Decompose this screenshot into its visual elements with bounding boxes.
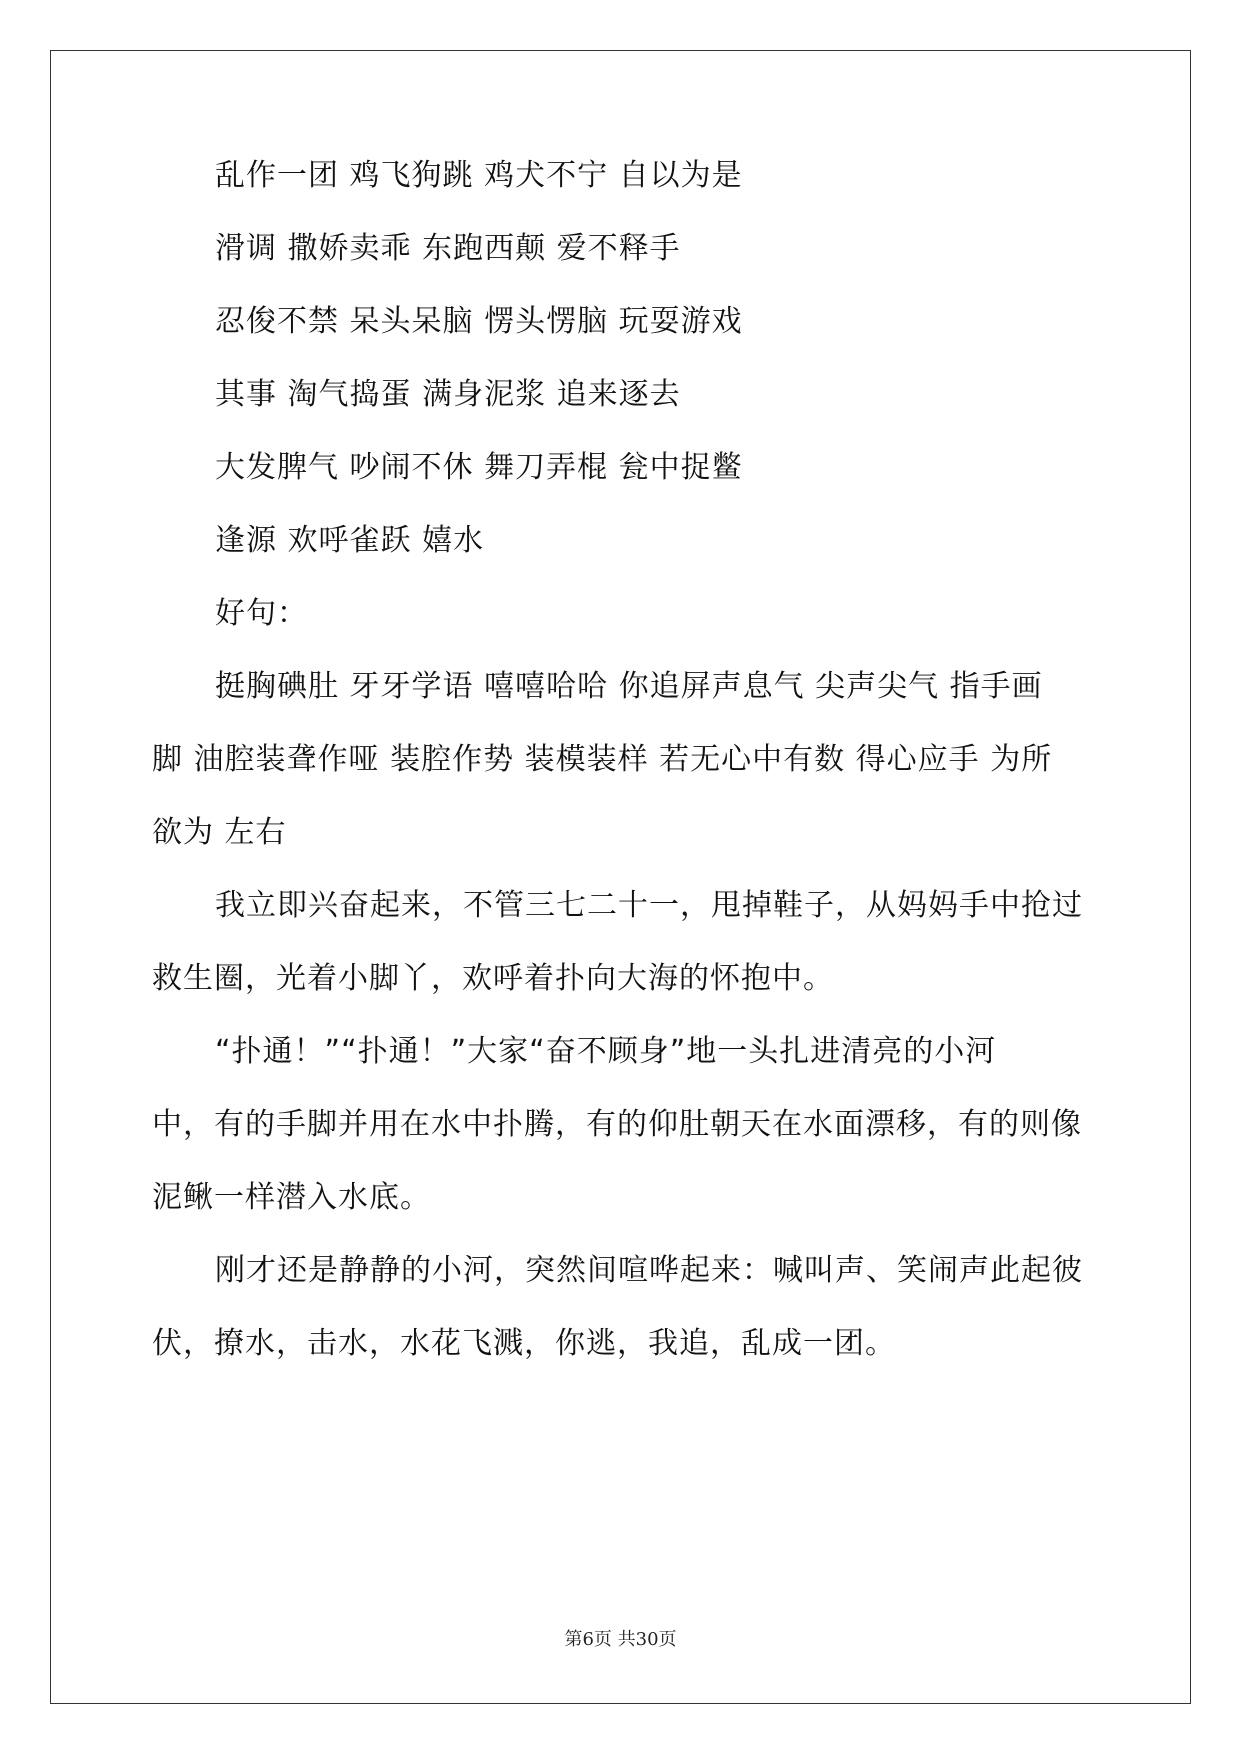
text-line: 脚 油腔装聋作哑 装腔作势 装模装样 若无心中有数 得心应手 为所 bbox=[152, 742, 1053, 777]
text-line: 大发脾气 吵闹不休 舞刀弄棍 瓮中捉鳖 bbox=[215, 450, 743, 485]
text-line: 救生圈，光着小脚丫，欢呼着扑向大海的怀抱中。 bbox=[152, 961, 834, 996]
text-line: 其事 淘气捣蛋 满身泥浆 追来逐去 bbox=[215, 377, 681, 412]
text-line: 泥鳅一样潜入水底。 bbox=[152, 1180, 431, 1215]
text-line: 刚才还是静静的小河，突然间喧哗起来：喊叫声、笑闹声此起彼 bbox=[215, 1253, 1083, 1288]
text-line: 欲为 左右 bbox=[152, 815, 287, 850]
text-line: 中，有的手脚并用在水中扑腾，有的仰肚朝天在水面漂移，有的则像 bbox=[152, 1107, 1082, 1142]
page-border bbox=[50, 50, 1191, 1704]
text-line: 伏，撩水，击水，水花飞溅，你逃，我追，乱成一团。 bbox=[152, 1326, 896, 1361]
text-line: 乱作一团 鸡飞狗跳 鸡犬不宁 自以为是 bbox=[215, 158, 743, 193]
text-line: 逢源 欢呼雀跃 嬉水 bbox=[215, 523, 485, 558]
text-line: “扑通！”“扑通！”大家“奋不顾身”地一头扎进清亮的小河 bbox=[215, 1034, 997, 1069]
text-line: 忍俊不禁 呆头呆脑 愣头愣脑 玩耍游戏 bbox=[215, 304, 743, 339]
text-line: 我立即兴奋起来，不管三七二十一，甩掉鞋子，从妈妈手中抢过 bbox=[215, 888, 1083, 923]
page-number-footer: 第6页 共30页 bbox=[564, 1629, 677, 1650]
text-line: 挺胸碘肚 牙牙学语 嘻嘻哈哈 你追屏声息气 尖声尖气 指手画 bbox=[215, 669, 1043, 704]
text-line: 滑调 撒娇卖乖 东跑西颠 爱不释手 bbox=[215, 231, 681, 266]
section-heading: 好句： bbox=[215, 596, 308, 631]
